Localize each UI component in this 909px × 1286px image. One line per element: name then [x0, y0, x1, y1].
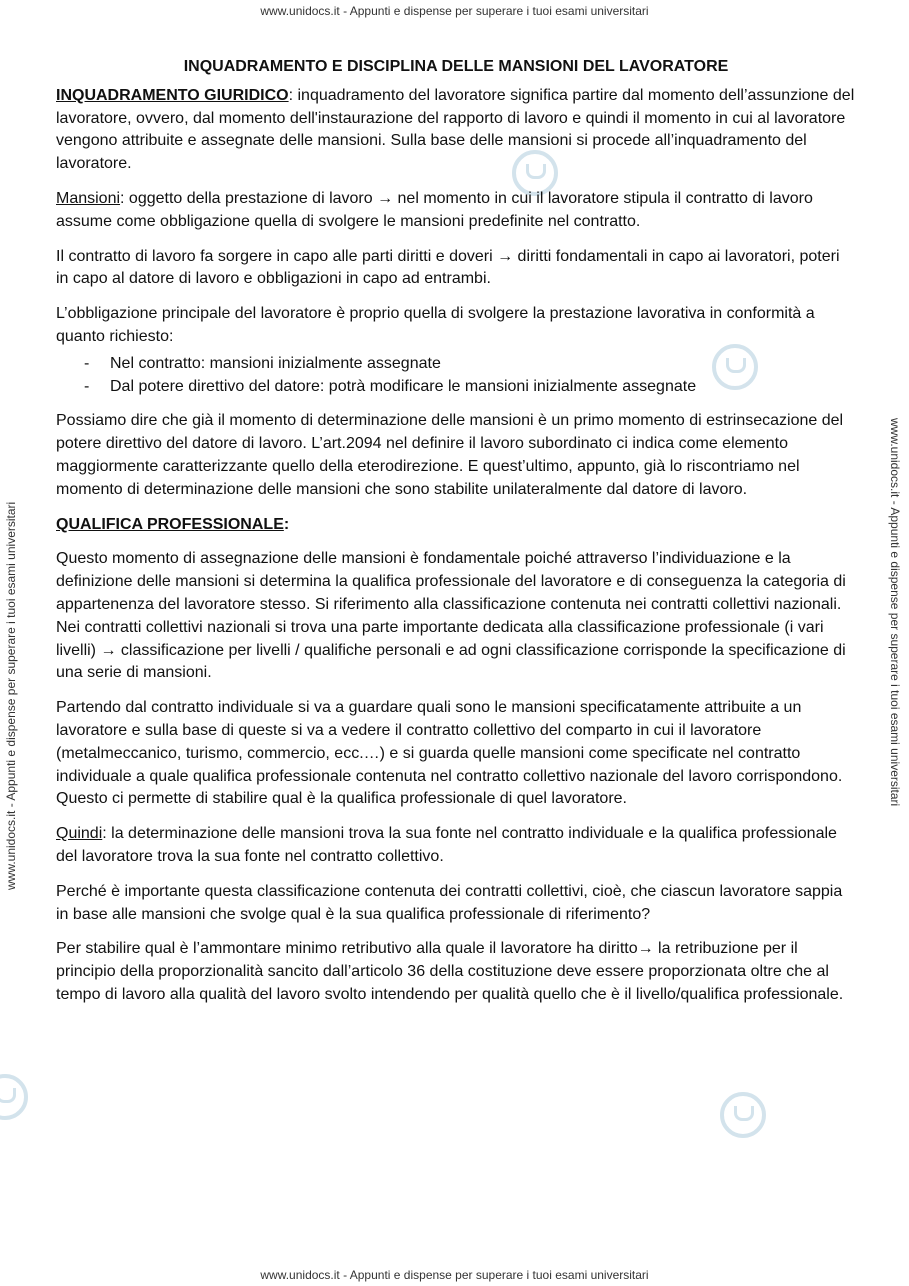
right-side-watermark: www.unidocs.it - Appunti e dispense per superare i tuoi esami universitari [888, 418, 902, 807]
inline-label: Mansioni [56, 189, 121, 207]
header-watermark: www.unidocs.it - Appunti e dispense per superare i tuoi esami universitari [260, 4, 649, 18]
paragraph-text: : inquadramento del lavoratore significa partire dal momento dell’assunzione del lavoratore, ovvero, dal momento dell'instaurazione del rapporto di lavoro e quindi il momento in cui al lavoratore vengono attribuite e assegnate delle mansioni. Sulla base delle mansioni si procede all’inquadramento del lavoratore. [56, 86, 855, 173]
document-title: INQUADRAMENTO E DISCIPLINA DELLE MANSIONI DEL LAVORATORE [183, 58, 729, 75]
paragraph: L’obbligazione principale del lavoratore è proprio quella di svolgere la prestazione lavorativa in conformità a quanto richiesto: [56, 305, 815, 345]
document-body [56, 56, 856, 1019]
paragraph-inquadramento [56, 85, 856, 176]
footer-watermark: www.unidocs.it - Appunti e dispense per superare i tuoi esami universitari [260, 1268, 649, 1282]
unidocs-logo-watermark [0, 1074, 28, 1120]
paragraph: Il contratto di lavoro fa sorgere in capo alle parti diritti e doveri → diritti fondamentali in capo ai lavoratori, poteri in capo al datore di lavoro e obbligazioni in capo ad entrambi. [56, 247, 840, 288]
paragraph: Partendo dal contratto individuale si va a guardare quali sono le mansioni specificatamente attribuite a un lavoratore e sulla base di queste si va a vedere il contratto collettivo del comparto in cui il lavoratore (metalmeccanico, turismo, commercio, ecc.…) e si guarda quelle mansioni come specificate nel contratto individuale a quale qualifica professionale contenuta nel contratto collettivo nazionale del lavoro corrispondono. Questo ci permette di stabilire qual è la qualifica professionale di quel lavoratore. [56, 699, 843, 808]
section-heading [56, 514, 856, 537]
left-side-watermark: www.unidocs.it - Appunti e dispense per superare i tuoi esami universitari [4, 501, 18, 890]
unidocs-logo-watermark [720, 1092, 766, 1138]
paragraph: Nei contratti collettivi nazionali si trova una parte importante dedicata alla classificazione professionale (i vari livelli) → classificazione per livelli / qualifiche personali e ad ogni classificazione corrisponde la specificazione di una serie di mansioni. [56, 618, 846, 682]
section-heading-text: QUALIFICA PROFESSIONALE [56, 515, 284, 533]
section-label: INQUADRAMENTO GIURIDICO [56, 86, 289, 104]
list-item: - Nel contratto: mansioni inizialmente assegnate [56, 353, 856, 376]
paragraph: Perché è importante questa classificazione contenuta dei contratti collettivi, cioè, che ciascun lavoratore sappia in base alle mansioni che svolge qual è la sua qualifica professionale di riferimento? [56, 882, 843, 923]
paragraph-text: : oggetto della prestazione di lavoro → nel momento in cui il lavoratore stipula il contratto di lavoro assume come obbligazione quella di svolgere le mansioni predefinite nel contratto. [56, 189, 813, 230]
paragraph-mansioni [56, 188, 856, 234]
inline-label: Quindi [56, 825, 103, 843]
paragraph: Possiamo dire che già il momento di determinazione delle mansioni è un primo momento di estrinsecazione del potere direttivo del datore di lavoro. L’art.2094 nel definire il lavoro subordinato ci indica come elemento maggiormente caratterizzante quello della eterodirezione. E quest’ultimo, appunto, già lo riscontriamo nel momento di determinazione delle mansioni che sono stabilite unilateralmente dal datore di lavoro. [56, 412, 844, 498]
paragraph-text: : la determinazione delle mansioni trova la sua fonte nel contratto individuale e la qualifica professionale del lavoratore trova la sua fonte nel contratto collettivo. [56, 825, 837, 865]
section-heading-suffix: : [283, 515, 290, 533]
paragraph-quindi [56, 823, 856, 869]
paragraph: Per stabilire qual è l’ammontare minimo retributivo alla quale il lavoratore ha diritto→ la retribuzione per il principio della proporzionalità sancito dall’articolo 36 della costituzione deve essere proporzionata oltre che al tempo di lavoro alla qualità del lavoro svolto intendendo per qualità quello che è il livello/qualifica professionale. [56, 940, 844, 1003]
dash-list [56, 353, 856, 399]
list-item: - Dal potere direttivo del datore: potrà modificare le mansioni inizialmente assegnate [56, 376, 856, 399]
paragraph: Questo momento di assegnazione delle mansioni è fondamentale poiché attraverso l’individuazione e la definizione delle mansioni si determina la qualifica professionale del lavoratore e di conseguenza la categoria di appartenenza del lavoratore stesso. Si riferimento alla classificazione contenuta nei contratti collettivi nazionali. [56, 550, 846, 613]
